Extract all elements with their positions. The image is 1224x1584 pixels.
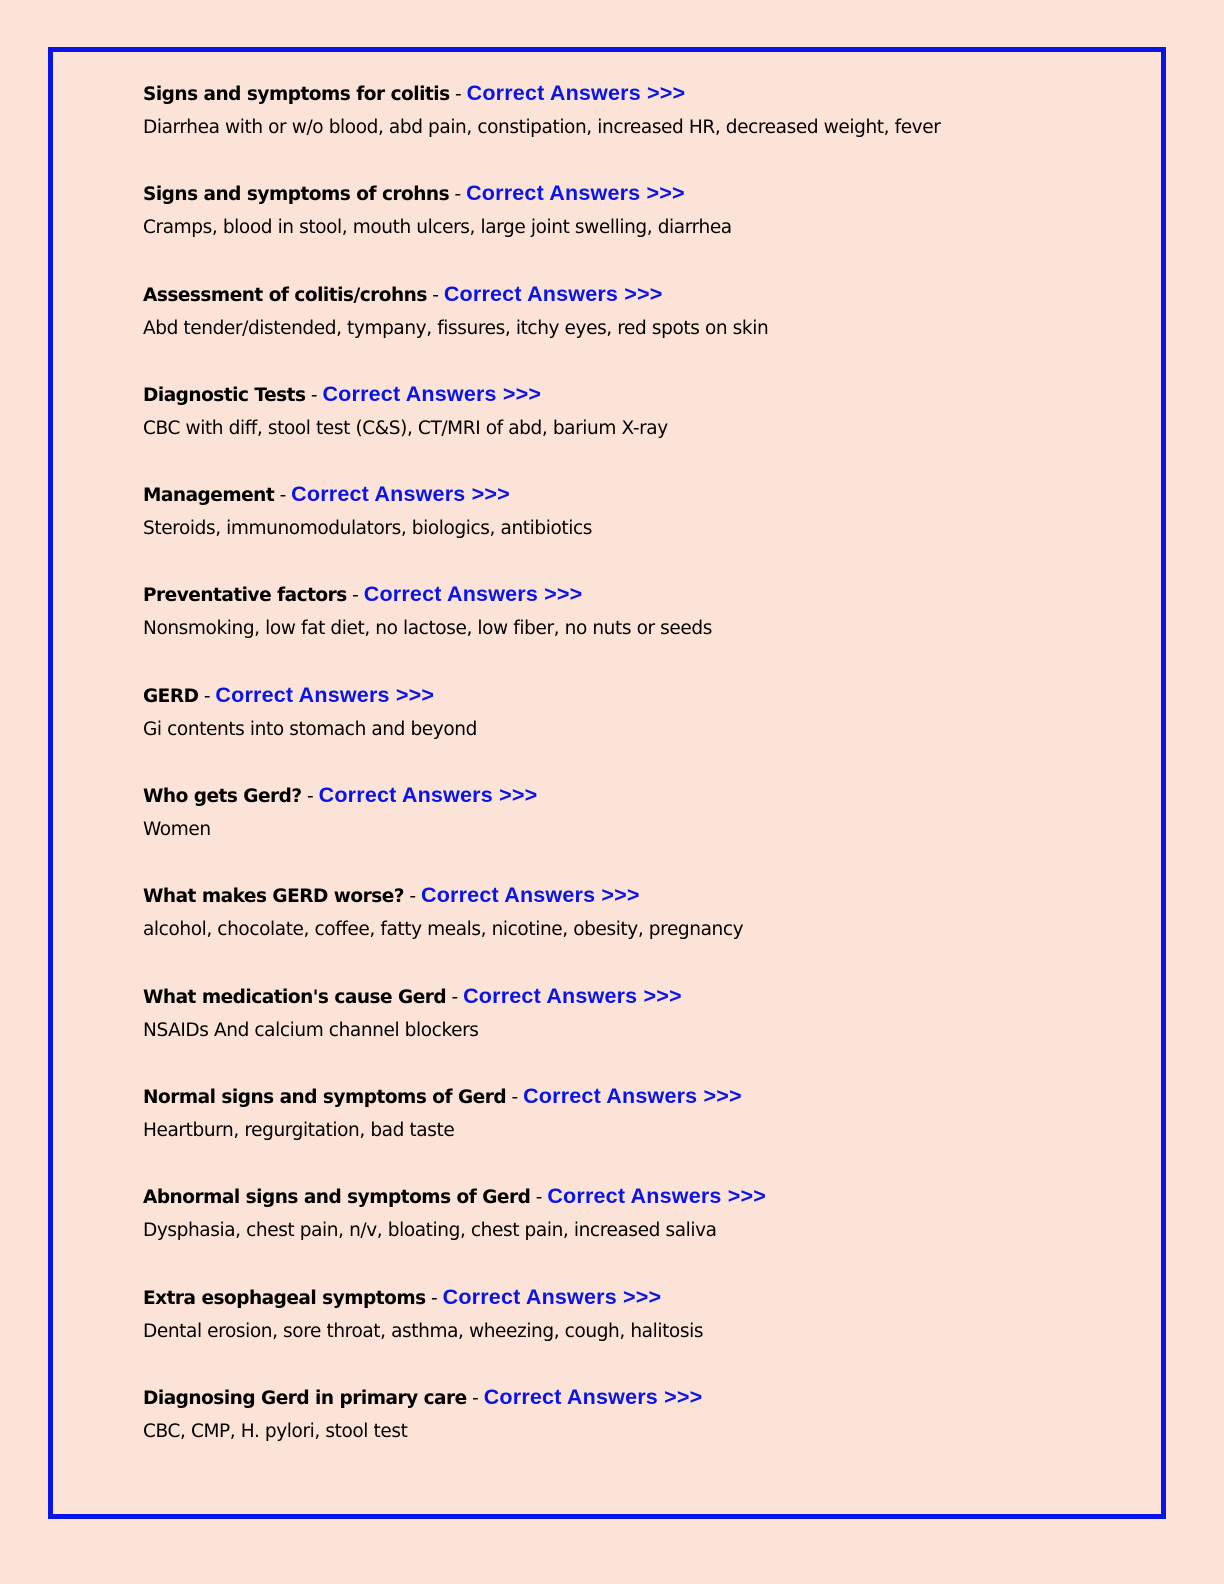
question-line xyxy=(143,1079,1143,1115)
answer-text: Diarrhea with or w/o blood, abd pain, constipation, increased HR, decreased weight, fever xyxy=(143,117,941,138)
question-text: Signs and symptoms of crohns xyxy=(143,184,450,206)
qa-item xyxy=(143,277,1143,377)
correct-answers-label: Correct Answers >>> xyxy=(420,883,640,908)
answer-text: CBC, CMP, H. pylori, stool test xyxy=(143,1420,408,1442)
question-text: Diagnostic Tests xyxy=(143,384,306,406)
question-line xyxy=(143,577,1143,613)
qa-item xyxy=(143,1079,1143,1179)
correct-answers-label: Correct Answers >>> xyxy=(466,181,685,206)
question-text: Assessment of colitis/crohns xyxy=(143,284,427,306)
qa-item xyxy=(143,778,1143,878)
question-line xyxy=(143,878,1143,914)
qa-item xyxy=(143,1179,1143,1279)
answer-text: Dysphasia, chest pain, n/v, bloating, chest pain, increased saliva xyxy=(143,1220,717,1242)
qa-item xyxy=(143,176,1143,276)
answer-text: Cramps, blood in stool, mouth ulcers, large joint swelling, diarrhea xyxy=(143,217,732,239)
separator: - xyxy=(310,384,318,406)
qa-item xyxy=(143,1380,1143,1480)
qa-item xyxy=(143,979,1143,1079)
separator: - xyxy=(409,886,416,908)
qa-item xyxy=(143,76,1143,176)
correct-answers-label: Correct Answers >>> xyxy=(443,281,663,306)
question-line xyxy=(143,277,1143,313)
question-text: Signs and symptoms for colitis xyxy=(143,84,450,105)
qa-item xyxy=(143,577,1143,677)
question-text: What medication's cause Gerd xyxy=(143,986,447,1008)
correct-answers-label: Correct Answers >>> xyxy=(466,81,686,105)
correct-answers-label: Correct Answers >>> xyxy=(291,482,510,507)
separator: - xyxy=(511,1086,518,1108)
correct-answers-label: Correct Answers >>> xyxy=(322,381,542,406)
answer-text: Abd tender/distended, tympany, fissures, itchy eyes, red spots on skin xyxy=(143,317,769,339)
separator: - xyxy=(472,1387,479,1409)
qa-item xyxy=(143,377,1143,477)
qa-item xyxy=(143,1280,1143,1380)
separator: - xyxy=(431,1287,438,1309)
question-line xyxy=(143,778,1143,814)
correct-answers-label: Correct Answers >>> xyxy=(523,1083,742,1108)
separator: - xyxy=(455,84,462,105)
question-text: GERD xyxy=(143,685,199,707)
qa-item xyxy=(143,477,1143,577)
correct-answers-label: Correct Answers >>> xyxy=(318,783,538,808)
question-text: Diagnosing Gerd in primary care xyxy=(143,1387,467,1409)
separator: - xyxy=(454,184,461,206)
answer-text: Dental erosion, sore throat, asthma, wheezing, cough, halitosis xyxy=(143,1320,704,1342)
correct-answers-label: Correct Answers >>> xyxy=(442,1284,662,1309)
question-line xyxy=(143,477,1143,513)
question-text: Abnormal signs and symptoms of Gerd xyxy=(143,1187,531,1209)
correct-answers-label: Correct Answers >>> xyxy=(463,983,682,1008)
separator: - xyxy=(352,585,359,607)
question-line xyxy=(143,377,1143,413)
question-text: Who gets Gerd? xyxy=(143,786,302,808)
question-line xyxy=(143,1280,1143,1316)
question-line xyxy=(143,176,1143,212)
answer-text: Heartburn, regurgitation, bad taste xyxy=(143,1119,455,1141)
correct-answers-label: Correct Answers >>> xyxy=(547,1184,767,1209)
correct-answers-label: Correct Answers >>> xyxy=(215,682,435,707)
answer-text: Women xyxy=(143,819,211,841)
separator: - xyxy=(279,485,286,507)
separator: - xyxy=(451,986,458,1008)
separator: - xyxy=(203,685,211,707)
separator: - xyxy=(307,786,314,808)
answer-text: Steroids, immunomodulators, biologics, antibiotics xyxy=(143,518,592,540)
question-line xyxy=(143,678,1143,714)
qa-list xyxy=(143,76,1143,1480)
question-text: Normal signs and symptoms of Gerd xyxy=(143,1086,507,1108)
answer-text: alcohol, chocolate, coffee, fatty meals, nicotine, obesity, pregnancy xyxy=(143,919,744,941)
answer-text: Nonsmoking, low fat diet, no lactose, low fiber, no nuts or seeds xyxy=(143,618,712,640)
answer-text: Gi contents into stomach and beyond xyxy=(143,718,477,740)
qa-item xyxy=(143,878,1143,978)
answer-text: NSAIDs And calcium channel blockers xyxy=(143,1019,479,1041)
correct-answers-label: Correct Answers >>> xyxy=(483,1384,703,1409)
question-text: What makes GERD worse? xyxy=(143,886,404,908)
separator: - xyxy=(535,1187,542,1209)
answer-text: CBC with diff, stool test (C&S), CT/MRI of abd, barium X-ray xyxy=(143,417,668,439)
separator: - xyxy=(432,284,439,306)
question-text: Extra esophageal symptoms xyxy=(143,1287,426,1309)
question-line xyxy=(143,1179,1143,1215)
question-line xyxy=(143,1380,1143,1416)
question-text: Management xyxy=(143,485,275,507)
question-text: Preventative factors xyxy=(143,585,347,607)
question-line xyxy=(143,76,1143,112)
qa-item xyxy=(143,678,1143,778)
question-line xyxy=(143,979,1143,1015)
correct-answers-label: Correct Answers >>> xyxy=(363,582,583,607)
